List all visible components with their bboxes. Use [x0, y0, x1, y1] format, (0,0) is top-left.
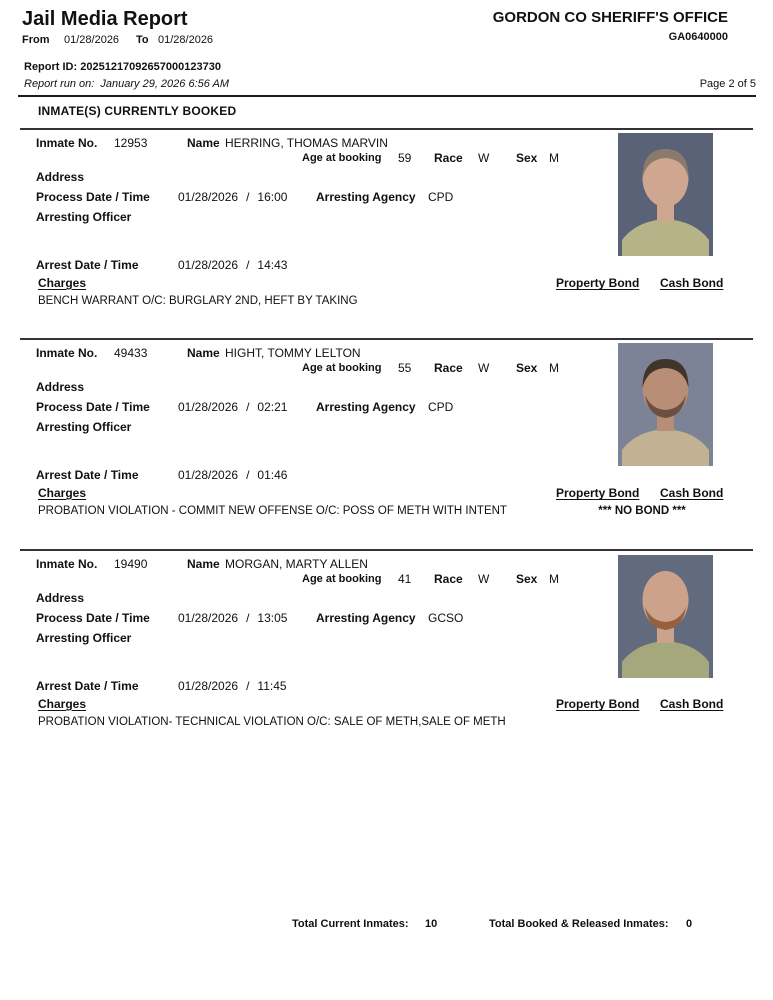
process-date: 01/28/2026	[178, 190, 239, 204]
age-at-booking-label: Age at booking	[302, 573, 382, 585]
arresting-agency-value: CPD	[428, 190, 454, 204]
address-label: Address	[36, 591, 85, 605]
race-value: W	[478, 361, 490, 375]
from-label: From	[22, 34, 50, 46]
sex-value: M	[549, 572, 559, 586]
slash-separator: /	[246, 258, 250, 272]
report-id-value: 20251217092657000123730	[80, 61, 221, 73]
header-divider	[18, 95, 756, 97]
process-time: 13:05	[257, 611, 288, 625]
arrest-datetime-label: Arrest Date / Time	[36, 468, 139, 482]
slash-separator: /	[246, 611, 250, 625]
total-current-inmates-value: 10	[425, 918, 438, 930]
charge-text: BENCH WARRANT O/C: BURGLARY 2ND, HEFT BY TAKING	[38, 295, 358, 307]
sex-value: M	[549, 361, 559, 375]
process-time: 02:21	[257, 400, 288, 414]
mugshot-photo	[618, 343, 713, 466]
process-datetime-value	[178, 611, 287, 625]
process-date: 01/28/2026	[178, 400, 239, 414]
report-id-line	[24, 61, 221, 73]
race-label: Race	[434, 361, 463, 375]
arrest-time: 11:45	[257, 679, 287, 693]
name-label: Name	[187, 557, 220, 571]
slash-separator: /	[246, 679, 250, 693]
arresting-officer-label: Arresting Officer	[36, 210, 132, 224]
mugshot-photo	[618, 555, 713, 678]
age-at-booking-label: Age at booking	[302, 152, 382, 164]
name-label: Name	[187, 346, 220, 360]
charges-header: Charges	[38, 486, 87, 500]
sex-label: Sex	[516, 361, 538, 375]
address-label: Address	[36, 380, 85, 394]
name-value: MORGAN, MARTY ALLEN	[225, 557, 368, 571]
report-id-label: Report ID:	[24, 61, 78, 73]
process-datetime-value	[178, 190, 287, 204]
office-title: GORDON CO SHERIFF'S OFFICE	[492, 9, 728, 26]
address-label: Address	[36, 170, 85, 184]
inmate-record-1	[20, 128, 753, 340]
property-bond-header: Property Bond	[556, 276, 640, 290]
race-label: Race	[434, 151, 463, 165]
page-title: Jail Media Report	[22, 8, 188, 30]
age-value: 55	[398, 361, 412, 375]
arrest-time: 14:43	[257, 258, 288, 272]
arrest-datetime-value	[178, 468, 287, 482]
cash-bond-header: Cash Bond	[660, 486, 724, 500]
to-date-value: 01/28/2026	[158, 34, 214, 46]
arrest-date: 01/28/2026	[178, 258, 239, 272]
name-value: HERRING, THOMAS MARVIN	[225, 136, 388, 150]
charge-text: PROBATION VIOLATION- TECHNICAL VIOLATION O/C: SALE OF METH,SALE OF METH	[38, 716, 506, 728]
arresting-agency-label: Arresting Agency	[316, 400, 416, 414]
total-booked-released-value: 0	[686, 918, 693, 930]
cash-bond-header: Cash Bond	[660, 276, 724, 290]
run-on-value: January 29, 2026 6:56 AM	[100, 78, 230, 90]
process-datetime-label: Process Date / Time	[36, 611, 150, 625]
arresting-officer-label: Arresting Officer	[36, 631, 132, 645]
total-booked-released-label: Total Booked & Released Inmates:	[489, 918, 669, 930]
sex-label: Sex	[516, 151, 538, 165]
page-indicator: Page 2 of 5	[699, 78, 756, 90]
to-label: To	[136, 34, 149, 46]
office-code: GA0640000	[668, 31, 728, 43]
charges-header: Charges	[38, 276, 87, 290]
inmate-no-label: Inmate No.	[36, 346, 98, 360]
arrest-datetime-value	[178, 679, 287, 693]
arrest-date: 01/28/2026	[178, 468, 239, 482]
inmate-no-value: 12953	[114, 136, 148, 150]
mugshot-photo	[618, 133, 713, 256]
from-date-value: 01/28/2026	[64, 34, 120, 46]
arresting-agency-value: CPD	[428, 400, 454, 414]
charges-header: Charges	[38, 697, 87, 711]
age-value: 41	[398, 572, 412, 586]
section-title: INMATE(S) CURRENTLY BOOKED	[38, 104, 237, 118]
total-current-inmates-label: Total Current Inmates:	[292, 918, 409, 930]
race-value: W	[478, 572, 490, 586]
process-datetime-label: Process Date / Time	[36, 400, 150, 414]
age-at-booking-label: Age at booking	[302, 362, 382, 374]
head-shape	[643, 571, 689, 629]
property-bond-header: Property Bond	[556, 697, 640, 711]
inmate-record-2	[20, 338, 753, 550]
inmate-record-3	[20, 549, 753, 761]
arrest-datetime-label: Arrest Date / Time	[36, 258, 139, 272]
cash-bond-header: Cash Bond	[660, 697, 724, 711]
report-run-on-line	[24, 78, 229, 90]
property-bond-header: Property Bond	[556, 486, 640, 500]
age-value: 59	[398, 151, 412, 165]
process-datetime-value	[178, 400, 287, 414]
inmate-no-value: 19490	[114, 557, 148, 571]
sex-label: Sex	[516, 572, 538, 586]
charge-text: PROBATION VIOLATION - COMMIT NEW OFFENSE O/C: POSS OF METH WITH INTENT	[38, 505, 507, 517]
arresting-officer-label: Arresting Officer	[36, 420, 132, 434]
race-label: Race	[434, 572, 463, 586]
arresting-agency-label: Arresting Agency	[316, 611, 416, 625]
name-label: Name	[187, 136, 220, 150]
inmate-no-value: 49433	[114, 346, 148, 360]
arresting-agency-label: Arresting Agency	[316, 190, 416, 204]
name-value: HIGHT, TOMMY LELTON	[225, 346, 361, 360]
arrest-date: 01/28/2026	[178, 679, 239, 693]
run-on-label: Report run on:	[24, 78, 95, 90]
arrest-time: 01:46	[257, 468, 288, 482]
slash-separator: /	[246, 400, 250, 414]
arrest-datetime-label: Arrest Date / Time	[36, 679, 139, 693]
race-value: W	[478, 151, 490, 165]
slash-separator: /	[246, 468, 250, 482]
inmate-no-label: Inmate No.	[36, 136, 98, 150]
bond-note: *** NO BOND ***	[598, 505, 686, 517]
process-date: 01/28/2026	[178, 611, 239, 625]
arrest-datetime-value	[178, 258, 287, 272]
inmate-no-label: Inmate No.	[36, 557, 98, 571]
process-time: 16:00	[257, 190, 288, 204]
sex-value: M	[549, 151, 559, 165]
process-datetime-label: Process Date / Time	[36, 190, 150, 204]
slash-separator: /	[246, 190, 250, 204]
arresting-agency-value: GCSO	[428, 611, 464, 625]
